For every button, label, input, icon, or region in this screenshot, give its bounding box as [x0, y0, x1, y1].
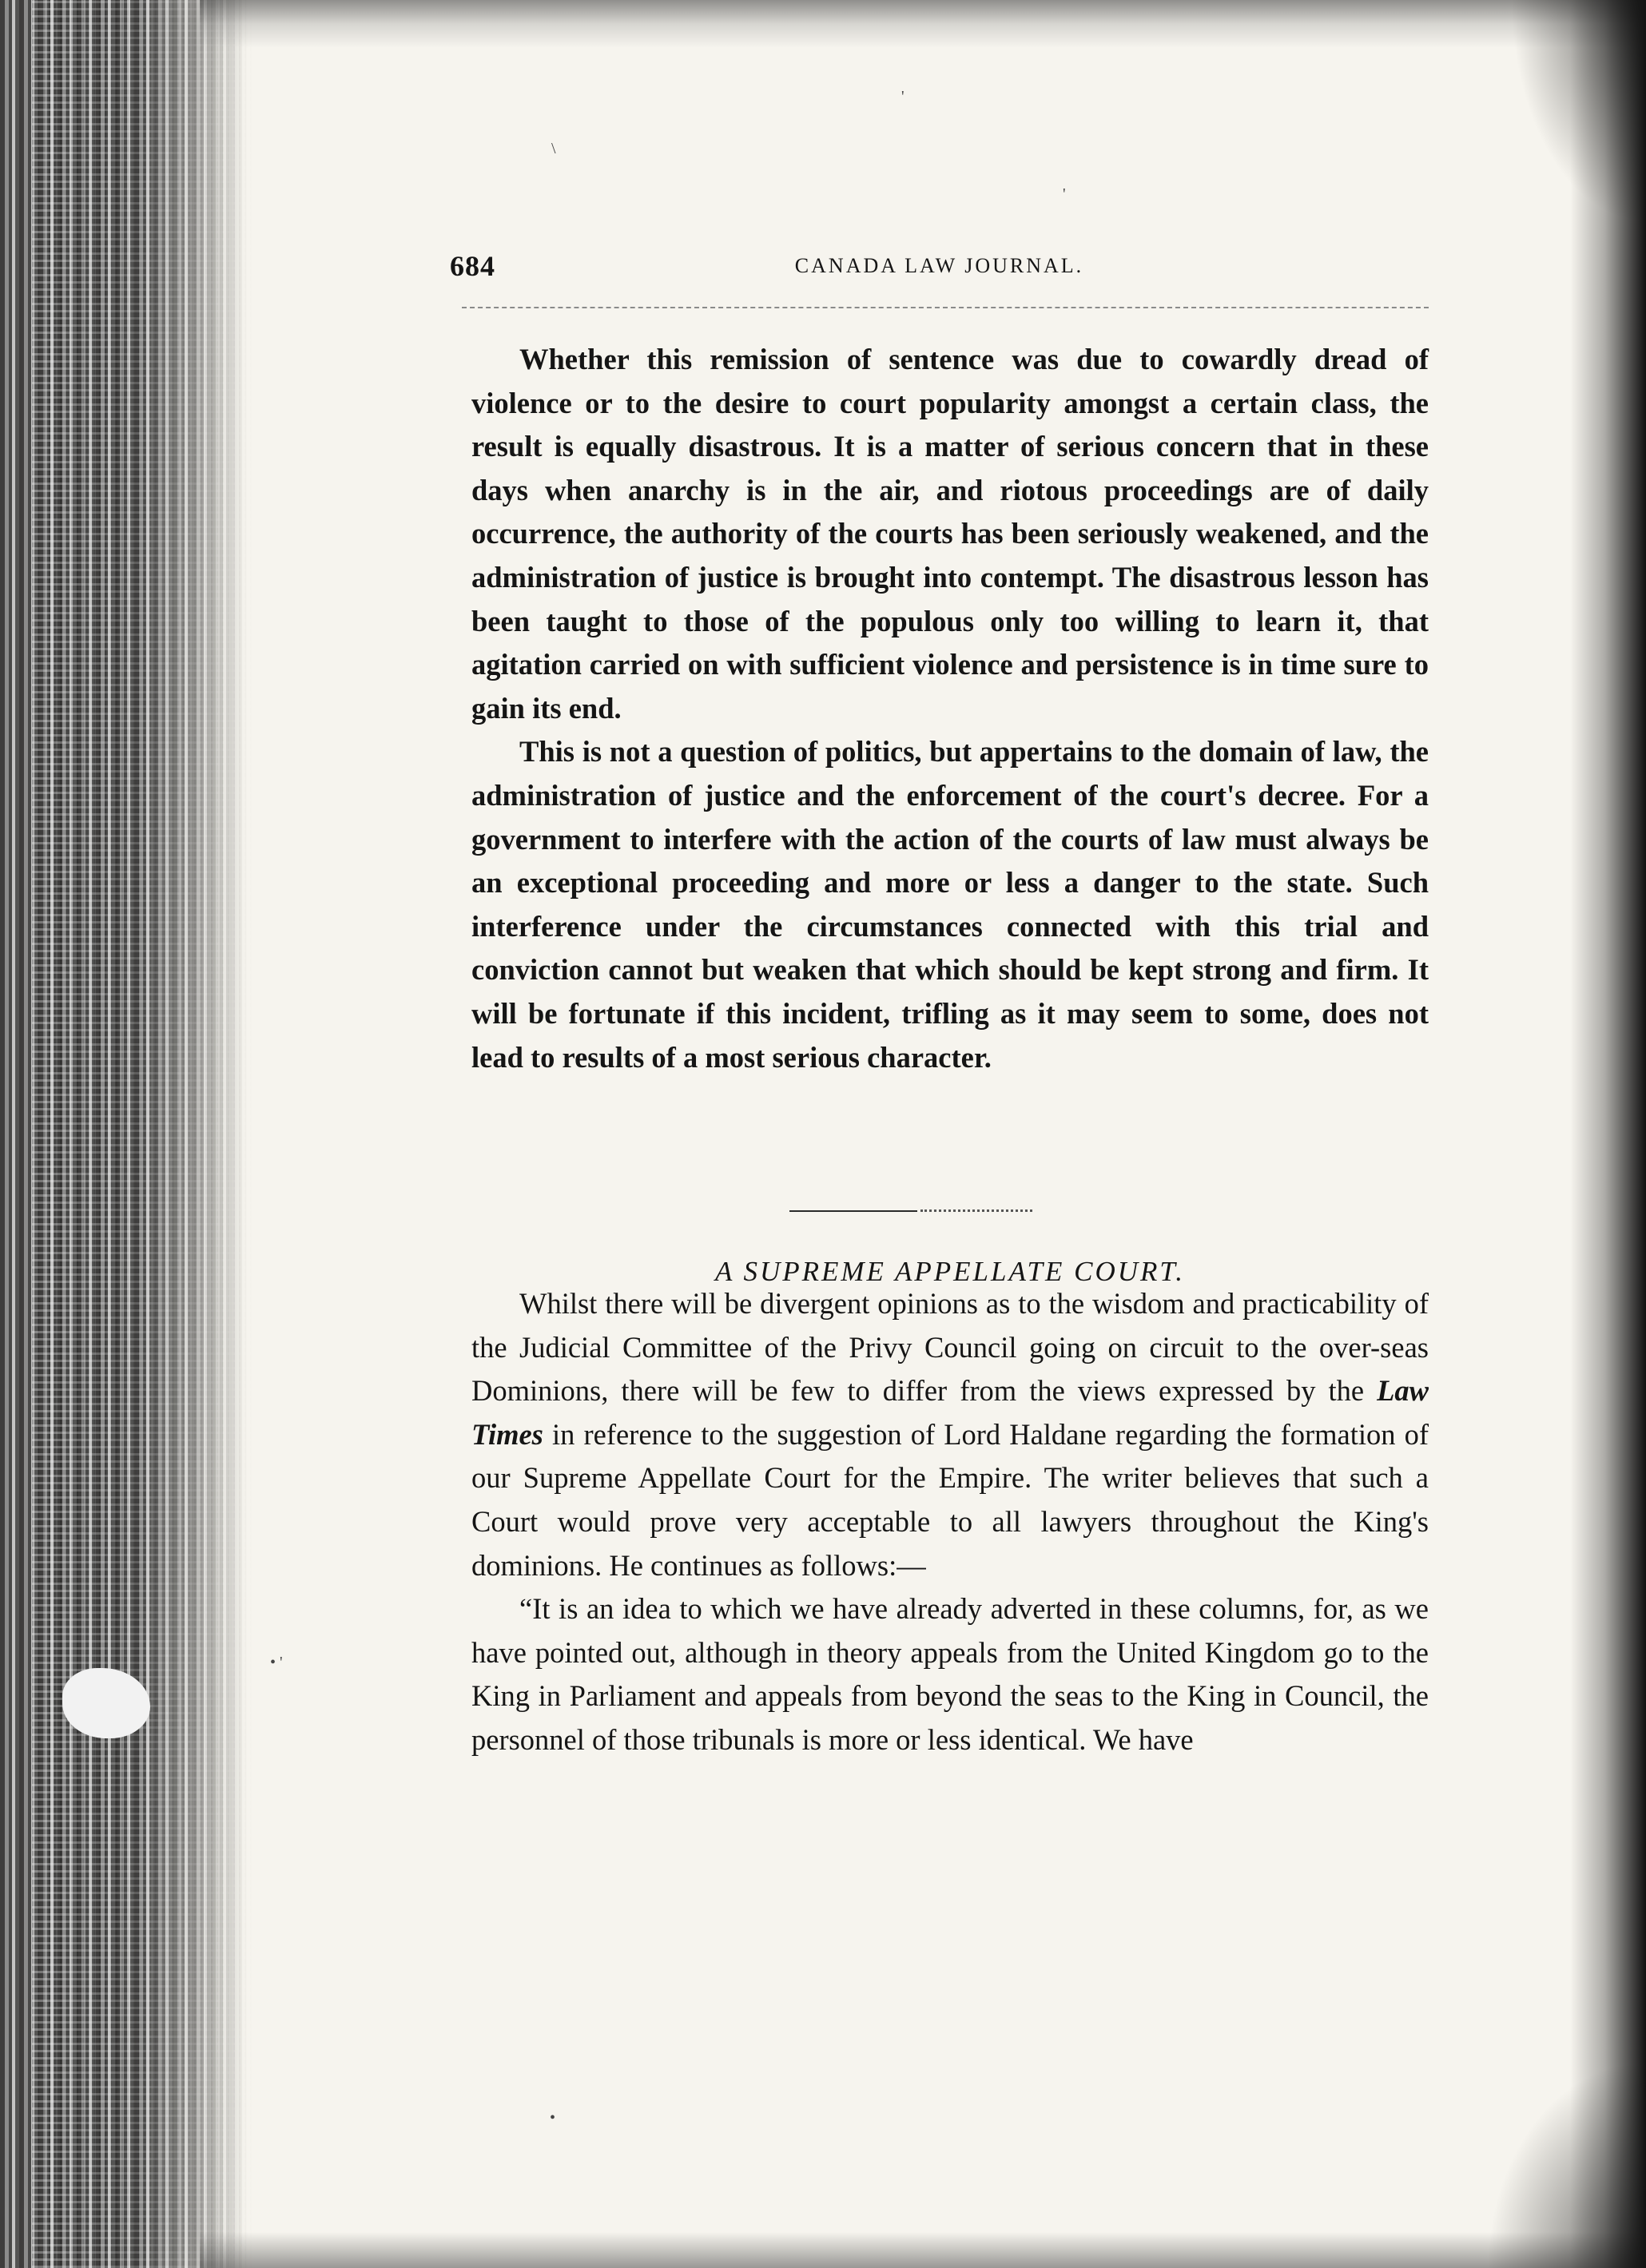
- corner-shadow-top-right: [1510, 0, 1646, 224]
- section-divider: [789, 1210, 917, 1212]
- header-rule: [462, 307, 1429, 308]
- scan-speck: \: [551, 140, 556, 157]
- scan-speck: •: [550, 2109, 556, 2127]
- right-page-edge: [1570, 0, 1646, 2268]
- paragraph: [471, 1282, 1429, 1587]
- paragraph: Whether this remission of sentence was due to cowardly dread of violence or to the desire to court popularity amongst a certain class, the result is equally disastrous. It is a matter of serious concern that in these days when anarchy is in the air, and riotous proceedings are of daily occurrence, the authority of the courts has been seriously weakened, and the administration of justice is brought into contempt. The disastrous lesson has been taught to those of the populous only too willing to learn it, that agitation carried on with sufficient violence and persistence is in time sure to gain its end.: [471, 343, 1429, 725]
- page-header: [450, 249, 1429, 297]
- section-body: [471, 1282, 1429, 1762]
- paragraph: This is not a question of politics, but appertains to the domain of law, the administration of justice and the enforcement of the court's decree. For a government to interfere with the action of the courts of law must always be an exceptional proceeding and more or less a danger to the state. Such interference under the circumstances connected with this trial and conviction cannot but weaken that which should be kept strong and firm. It will be fortunate if this incident, trifling as it may seem to some, does not lead to results of a most serious character.: [471, 735, 1429, 1074]
- binding-texture: [32, 0, 256, 2268]
- section-divider-dots: [920, 1209, 1032, 1212]
- paragraph-text: in reference to the suggestion of Lord Haldane regarding the formation of our Supreme Appellate Court for the Empire. The writer believes that such a Court would prove very acceptable to all lawyers throughout the King's dominions. He continues as follows:—: [471, 1417, 1429, 1582]
- scan-speck: • ': [270, 1654, 283, 1671]
- page-number: 684: [450, 250, 495, 282]
- article-continuation: [471, 338, 1429, 1079]
- paragraph-text: Whilst there will be divergent opinions as to the wisdom and practicability of the Judicial Committee of the Privy Council going on circuit to the over-seas Dominions, there will be few to differ from the views expressed by the: [471, 1287, 1429, 1408]
- publication-title: Law Times: [471, 1374, 1429, 1451]
- bottom-page-edge: [200, 2232, 1646, 2268]
- scan-speck: ': [1063, 185, 1066, 203]
- scan-speck: ': [901, 88, 905, 105]
- corner-shadow-bottom-right: [1486, 2060, 1646, 2268]
- quotation-paragraph: “It is an idea to which we have already adverted in these columns, for, as we have pointed out, although in theory appeals from the United Kingdom go to the King in Parliament and appeals from beyond the seas to the King in Council, the personnel of those tribunals is more or less identical. We have: [471, 1592, 1429, 1756]
- running-head: CANADA LAW JOURNAL.: [794, 254, 1084, 277]
- top-page-edge: [200, 0, 1646, 48]
- section-heading-text: A SUPREME APPELLATE COURT.: [714, 1256, 1186, 1287]
